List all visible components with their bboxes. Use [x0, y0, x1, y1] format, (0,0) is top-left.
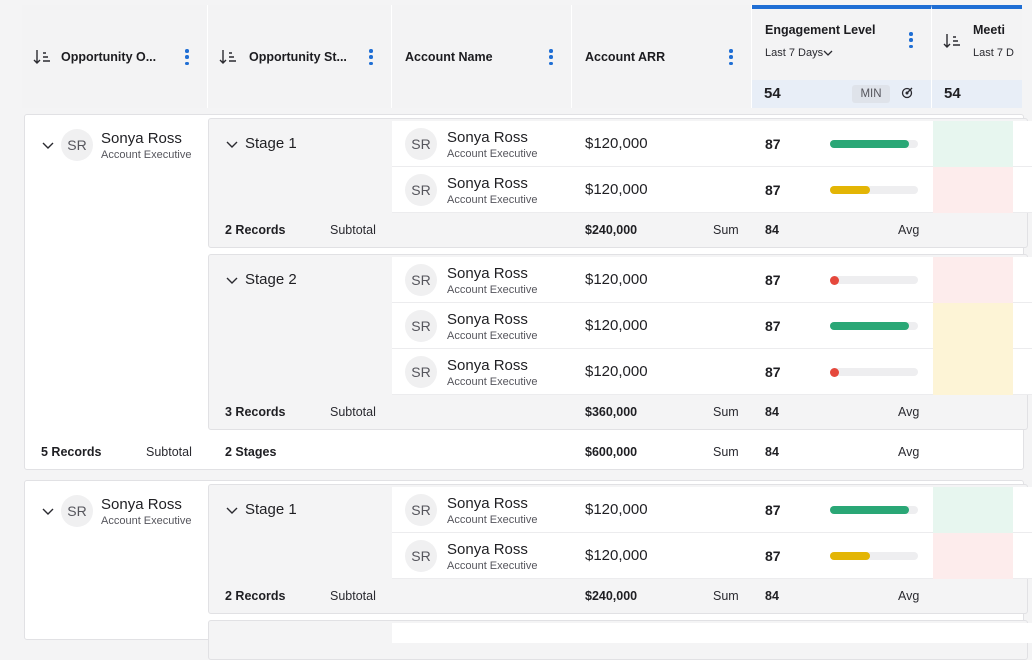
- aggregate-value: 54: [944, 85, 961, 102]
- column-header-meetings[interactable]: [932, 5, 1022, 108]
- engagement-score: 87: [765, 364, 781, 380]
- avg-label: Avg: [898, 589, 920, 603]
- stage-title: Stage 1: [245, 135, 297, 152]
- arr-value: $120,000: [585, 271, 648, 288]
- column-header-arr[interactable]: [572, 5, 752, 108]
- account-name[interactable]: Sonya Ross: [447, 357, 528, 374]
- avatar: SR: [405, 174, 437, 206]
- chevron-down-icon[interactable]: [225, 137, 239, 151]
- subtotal-label: Subtotal: [330, 223, 376, 237]
- arr-total: $240,000: [585, 589, 638, 603]
- account-name[interactable]: Sonya Ross: [447, 265, 528, 282]
- sort-icon[interactable]: [943, 33, 961, 49]
- engagement-score: 87: [765, 136, 781, 152]
- arr-total: $600,000: [585, 445, 638, 459]
- column-header-stage[interactable]: [208, 5, 392, 108]
- column-menu-icon[interactable]: [549, 49, 553, 65]
- column-title-engagement: Engagement Level: [765, 23, 876, 37]
- engagement-score: 87: [765, 182, 781, 198]
- chevron-down-icon[interactable]: [41, 504, 55, 518]
- column-title-account: Account Name: [405, 50, 493, 64]
- account-name[interactable]: Sonya Ross: [447, 495, 528, 512]
- sort-icon[interactable]: [33, 49, 51, 65]
- meetings-cell[interactable]: [933, 349, 1013, 395]
- owner-role: Account Executive: [101, 515, 192, 527]
- engagement-score: 87: [765, 502, 781, 518]
- account-role: Account Executive: [447, 148, 538, 160]
- column-title-stage: Opportunity St...: [249, 50, 347, 64]
- period-dropdown-label[interactable]: Last 7 Days: [765, 47, 824, 59]
- account-role: Account Executive: [447, 330, 538, 342]
- column-title-arr: Account ARR: [585, 50, 666, 64]
- arr-total: $360,000: [585, 405, 638, 419]
- meetings-cell[interactable]: [933, 167, 1013, 213]
- sort-icon[interactable]: [219, 49, 237, 65]
- avatar: SR: [405, 310, 437, 342]
- records-count: 2 Records: [225, 223, 286, 237]
- avg-label: Avg: [898, 223, 920, 237]
- avatar: SR: [405, 356, 437, 388]
- sum-label: Sum: [713, 589, 739, 603]
- arr-value: $120,000: [585, 547, 648, 564]
- arr-value: $120,000: [585, 363, 648, 380]
- engagement-bar-fill: [830, 552, 870, 560]
- column-header-engagement[interactable]: [752, 5, 932, 108]
- meetings-cell[interactable]: [933, 257, 1013, 303]
- aggregate-function-badge[interactable]: MIN: [852, 85, 890, 103]
- subtotal-label: Subtotal: [330, 589, 376, 603]
- column-header-owner[interactable]: [22, 5, 208, 108]
- engagement-bar: [830, 186, 918, 194]
- meetings-cell[interactable]: [933, 533, 1013, 579]
- account-role: Account Executive: [447, 284, 538, 296]
- stage-title: Stage 1: [245, 501, 297, 518]
- engagement-bar: [830, 506, 918, 514]
- engagement-bar: [830, 140, 918, 148]
- column-title-owner: Opportunity O...: [61, 50, 157, 64]
- column-header-account[interactable]: [392, 5, 572, 108]
- sum-label: Sum: [713, 445, 739, 459]
- avg-value: 84: [765, 589, 779, 603]
- engagement-bar: [830, 368, 918, 376]
- meetings-cell[interactable]: [933, 121, 1013, 167]
- records-count: 5 Records: [41, 445, 102, 459]
- engagement-score: 87: [765, 318, 781, 334]
- stages-count: 2 Stages: [225, 445, 277, 459]
- stage-title: Stage 2: [245, 271, 297, 288]
- records-count: 2 Records: [225, 589, 286, 603]
- avg-label: Avg: [898, 445, 920, 459]
- aggregate-bar: [752, 80, 931, 108]
- owner-name: Sonya Ross: [101, 496, 182, 513]
- account-role: Account Executive: [447, 560, 538, 572]
- engagement-bar-fill: [830, 186, 870, 194]
- column-menu-icon[interactable]: [909, 32, 913, 48]
- engagement-score: 87: [765, 548, 781, 564]
- aggregate-value: 54: [764, 85, 781, 102]
- avatar: SR: [405, 128, 437, 160]
- avatar: SR: [405, 494, 437, 526]
- meetings-cell[interactable]: [933, 487, 1013, 533]
- table-row[interactable]: [392, 623, 1032, 643]
- column-menu-icon[interactable]: [369, 49, 373, 65]
- avatar: SR: [61, 495, 93, 527]
- arr-value: $120,000: [585, 501, 648, 518]
- subtotal-label: Subtotal: [146, 445, 192, 459]
- period-dropdown-label[interactable]: Last 7 D: [973, 47, 1014, 59]
- sum-label: Sum: [713, 405, 739, 419]
- account-name[interactable]: Sonya Ross: [447, 129, 528, 146]
- arr-total: $240,000: [585, 223, 638, 237]
- avg-value: 84: [765, 445, 779, 459]
- engagement-score: 87: [765, 272, 781, 288]
- column-title-meetings: Meeti: [973, 23, 1005, 37]
- engagement-bar: [830, 276, 918, 284]
- aggregate-bar: [932, 80, 1022, 108]
- avatar: SR: [405, 540, 437, 572]
- sum-label: Sum: [713, 223, 739, 237]
- chevron-down-icon[interactable]: [41, 138, 55, 152]
- avatar: SR: [405, 264, 437, 296]
- account-role: Account Executive: [447, 514, 538, 526]
- meetings-cell[interactable]: [933, 303, 1013, 349]
- owner-role: Account Executive: [101, 149, 192, 161]
- chevron-down-icon[interactable]: [823, 50, 833, 57]
- arr-value: $120,000: [585, 317, 648, 334]
- avg-label: Avg: [898, 405, 920, 419]
- account-role: Account Executive: [447, 194, 538, 206]
- engagement-bar-fill: [830, 140, 909, 148]
- engagement-bar: [830, 552, 918, 560]
- column-menu-icon[interactable]: [729, 49, 733, 65]
- avatar: SR: [61, 129, 93, 161]
- engagement-bar-fill: [830, 276, 839, 285]
- target-icon[interactable]: [901, 87, 913, 99]
- avg-value: 84: [765, 405, 779, 419]
- records-count: 3 Records: [225, 405, 286, 419]
- engagement-bar-fill: [830, 506, 909, 514]
- column-menu-icon[interactable]: [185, 49, 189, 65]
- engagement-bar-fill: [830, 368, 839, 377]
- avg-value: 84: [765, 223, 779, 237]
- chevron-down-icon[interactable]: [225, 503, 239, 517]
- arr-value: $120,000: [585, 181, 648, 198]
- engagement-bar: [830, 322, 918, 330]
- engagement-bar-fill: [830, 322, 909, 330]
- owner-name: Sonya Ross: [101, 130, 182, 147]
- chevron-down-icon[interactable]: [225, 273, 239, 287]
- arr-value: $120,000: [585, 135, 648, 152]
- account-name[interactable]: Sonya Ross: [447, 175, 528, 192]
- account-name[interactable]: Sonya Ross: [447, 311, 528, 328]
- account-role: Account Executive: [447, 376, 538, 388]
- account-name[interactable]: Sonya Ross: [447, 541, 528, 558]
- subtotal-label: Subtotal: [330, 405, 376, 419]
